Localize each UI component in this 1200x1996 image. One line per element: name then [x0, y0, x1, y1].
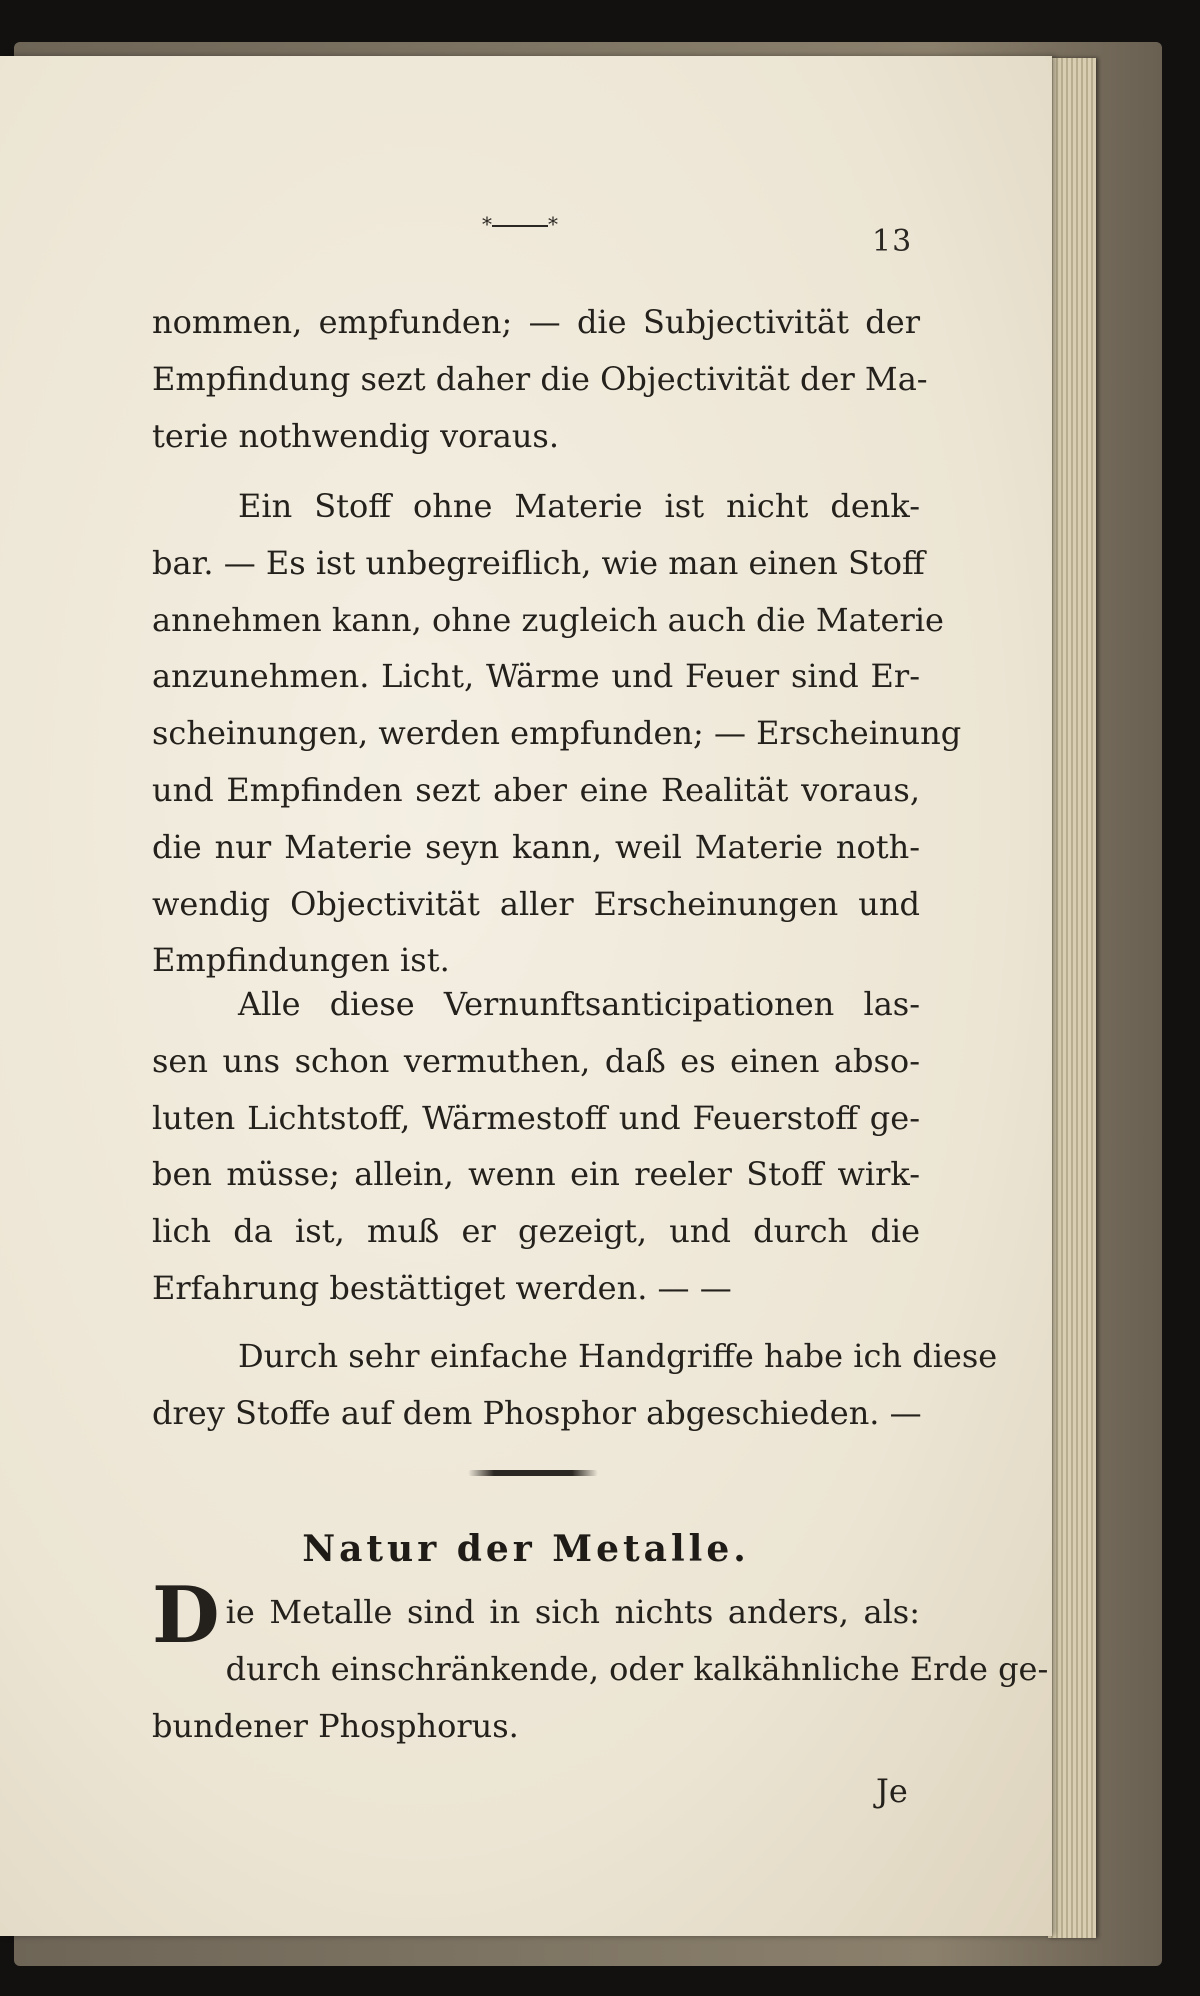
ornament-rule: [492, 225, 548, 227]
text-line: bar. — Es ist unbegreiflich, wie man einen Stoff: [152, 543, 925, 582]
text-line: Ein Stoff ohne Materie ist nicht denk-: [238, 487, 920, 525]
text-line: sen uns schon vermuthen, daß es einen abso-: [152, 1041, 920, 1080]
drop-cap: D: [152, 1570, 220, 1661]
text-line: und Empfinden sezt aber eine Realität voraus,: [152, 770, 920, 809]
text-line: terie nothwendig voraus.: [152, 416, 560, 455]
page-edges: [1048, 58, 1096, 1938]
text-line: bundener Phosphorus.: [152, 1706, 519, 1745]
header-ornament: [462, 212, 578, 236]
text-line: die nur Materie seyn kann, weil Materie noth-: [152, 827, 920, 866]
page-number: 13: [872, 224, 913, 259]
text-line: ben müsse; allein, wenn ein reeler Stoff wirk-: [152, 1155, 920, 1194]
catchword: Je: [876, 1772, 908, 1810]
text-line: lich da ist, muß er gezeigt, und durch die: [152, 1212, 920, 1251]
text-line: Durch sehr einfache Handgriffe habe ich diese: [238, 1337, 998, 1375]
text-line: durch einschränkende, oder kalkähnliche Erde ge-: [225, 1649, 1049, 1688]
paragraph-3: [152, 976, 920, 1317]
text-line: Erfahrung bestättiget werden. — —: [152, 1268, 732, 1307]
section-divider: [468, 1470, 598, 1476]
book-page: [0, 56, 1052, 1936]
text-line: anzunehmen. Licht, Wärme und Feuer sind Er-: [152, 657, 920, 696]
paragraph-1: [152, 294, 928, 464]
text-line: luten Lichtstoff, Wärmestoff und Feuerstoff ge-: [152, 1098, 920, 1137]
text-line: annehmen kann, ohne zugleich auch die Materie: [152, 600, 944, 639]
text-line: drey Stoffe auf dem Phosphor abgeschieden. —: [152, 1393, 922, 1432]
text-line: Empfindung sezt daher die Objectivität der Ma-: [152, 359, 928, 398]
ornament-star-right: *: [548, 212, 558, 236]
ornament-star-left: *: [482, 212, 492, 236]
section-paragraph: [152, 1570, 1049, 1754]
section-heading: Natur der Metalle.: [302, 1528, 750, 1570]
text-line: Empfindungen ist.: [152, 941, 450, 980]
paragraph-4: [152, 1328, 998, 1442]
text-line: wendig Objectivität aller Erscheinungen und: [152, 884, 920, 923]
text-line: Alle diese Vernunftsanticipationen las-: [238, 985, 920, 1023]
paragraph-2: [152, 478, 962, 989]
text-line: scheinungen, werden empfunden; — Erscheinung: [152, 714, 962, 753]
text-line: ie Metalle sind in sich nichts anders, als:: [225, 1593, 920, 1631]
text-line: nommen, empfunden; — die Subjectivität der: [152, 303, 920, 341]
